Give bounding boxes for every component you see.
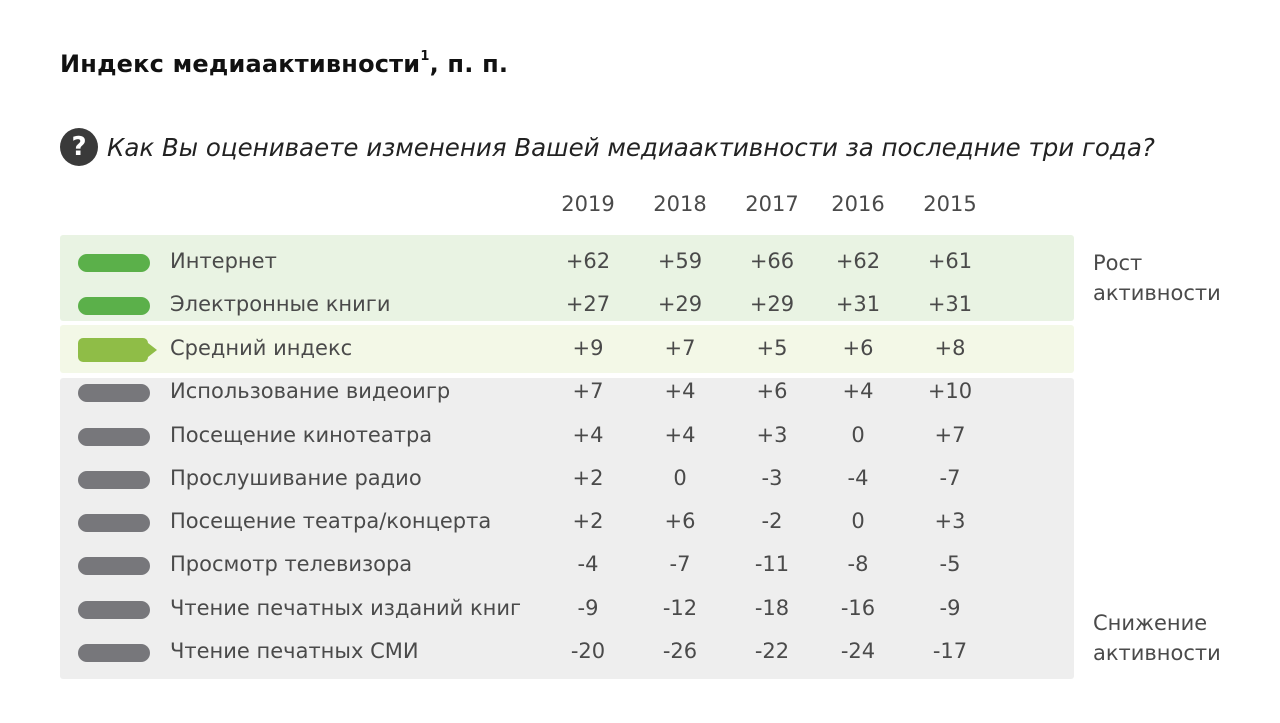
title-footnote-mark: 1 <box>420 49 430 64</box>
row-marker-9 <box>78 601 150 619</box>
column-header-2018: 2018 <box>653 192 707 216</box>
cell-7-2017: -2 <box>761 509 783 533</box>
cell-6-2019: +2 <box>572 466 604 490</box>
cell-8-2017: -11 <box>754 552 790 576</box>
cell-3-2018: +7 <box>664 336 696 360</box>
page-title <box>60 50 508 78</box>
cell-1-2017: +66 <box>749 249 795 273</box>
cell-1-2016: +62 <box>835 249 881 273</box>
row-marker-10 <box>78 644 150 662</box>
column-header-2017: 2017 <box>745 192 799 216</box>
row-label-2: Электронные книги <box>170 292 391 316</box>
cell-3-2015: +8 <box>934 336 966 360</box>
column-header-2019: 2019 <box>561 192 615 216</box>
cell-4-2015: +10 <box>927 379 973 403</box>
cell-10-2015: -17 <box>932 639 968 663</box>
row-marker-2 <box>78 297 150 315</box>
side-label-decline-line2: активности <box>1093 641 1221 665</box>
cell-2-2019: +27 <box>565 292 611 316</box>
cell-3-2016: +6 <box>842 336 874 360</box>
side-label-decline <box>1093 608 1221 668</box>
cell-5-2019: +4 <box>572 423 604 447</box>
row-label-10: Чтение печатных СМИ <box>170 639 419 663</box>
cell-2-2016: +31 <box>835 292 881 316</box>
row-label-6: Прослушивание радио <box>170 466 422 490</box>
survey-question <box>60 128 1155 166</box>
cell-6-2018: 0 <box>673 466 687 490</box>
row-label-4: Использование видеоигр <box>170 379 451 403</box>
side-label-decline-line1: Снижение <box>1093 611 1208 635</box>
cell-5-2015: +7 <box>934 423 966 447</box>
cell-9-2016: -16 <box>840 596 876 620</box>
row-marker-5 <box>78 428 150 446</box>
side-label-growth-line1: Рост <box>1093 251 1143 275</box>
cell-10-2017: -22 <box>754 639 790 663</box>
cell-5-2017: +3 <box>756 423 788 447</box>
cell-1-2018: +59 <box>657 249 703 273</box>
cell-8-2019: -4 <box>577 552 599 576</box>
cell-10-2016: -24 <box>840 639 876 663</box>
row-label-7: Посещение театра/концерта <box>170 509 492 533</box>
cell-9-2018: -12 <box>662 596 698 620</box>
row-label-9: Чтение печатных изданий книг <box>170 596 522 620</box>
cell-8-2018: -7 <box>669 552 691 576</box>
cell-3-2019: +9 <box>572 336 604 360</box>
column-header-2016: 2016 <box>831 192 885 216</box>
row-marker-8 <box>78 557 150 575</box>
cell-9-2019: -9 <box>577 596 599 620</box>
cell-1-2015: +61 <box>927 249 973 273</box>
row-marker-6 <box>78 471 150 489</box>
cell-7-2018: +6 <box>664 509 696 533</box>
cell-7-2016: 0 <box>851 509 865 533</box>
cell-2-2015: +31 <box>927 292 973 316</box>
cell-5-2018: +4 <box>664 423 696 447</box>
cell-6-2017: -3 <box>761 466 783 490</box>
cell-10-2018: -26 <box>662 639 698 663</box>
title-suffix: , п. п. <box>429 50 509 78</box>
row-label-1: Интернет <box>170 249 277 273</box>
cell-2-2017: +29 <box>749 292 795 316</box>
cell-9-2017: -18 <box>754 596 790 620</box>
column-header-2015: 2015 <box>923 192 977 216</box>
cell-4-2019: +7 <box>572 379 604 403</box>
cell-4-2016: +4 <box>842 379 874 403</box>
cell-2-2018: +29 <box>657 292 703 316</box>
row-label-8: Просмотр телевизора <box>170 552 413 576</box>
row-label-5: Посещение кинотеатра <box>170 423 433 447</box>
row-marker-1 <box>78 254 150 272</box>
cell-4-2017: +6 <box>756 379 788 403</box>
cell-10-2019: -20 <box>570 639 606 663</box>
cell-3-2017: +5 <box>756 336 788 360</box>
row-marker-7 <box>78 514 150 532</box>
cell-1-2019: +62 <box>565 249 611 273</box>
question-mark-icon: ? <box>60 128 98 166</box>
title-text: Индекс медиаактивности <box>60 50 421 78</box>
cell-6-2015: -7 <box>939 466 961 490</box>
cell-7-2015: +3 <box>934 509 966 533</box>
row-marker-4 <box>78 384 150 402</box>
side-label-growth <box>1093 248 1221 308</box>
row-marker-3 <box>78 338 148 362</box>
side-label-growth-line2: активности <box>1093 281 1221 305</box>
cell-8-2015: -5 <box>939 552 961 576</box>
cell-6-2016: -4 <box>847 466 869 490</box>
row-label-3: Средний индекс <box>170 336 353 360</box>
cell-7-2019: +2 <box>572 509 604 533</box>
cell-9-2015: -9 <box>939 596 961 620</box>
question-text: Как Вы оцениваете изменения Вашей медиаактивности за последние три года? <box>107 132 1155 162</box>
cell-8-2016: -8 <box>847 552 869 576</box>
cell-5-2016: 0 <box>851 423 865 447</box>
cell-4-2018: +4 <box>664 379 696 403</box>
